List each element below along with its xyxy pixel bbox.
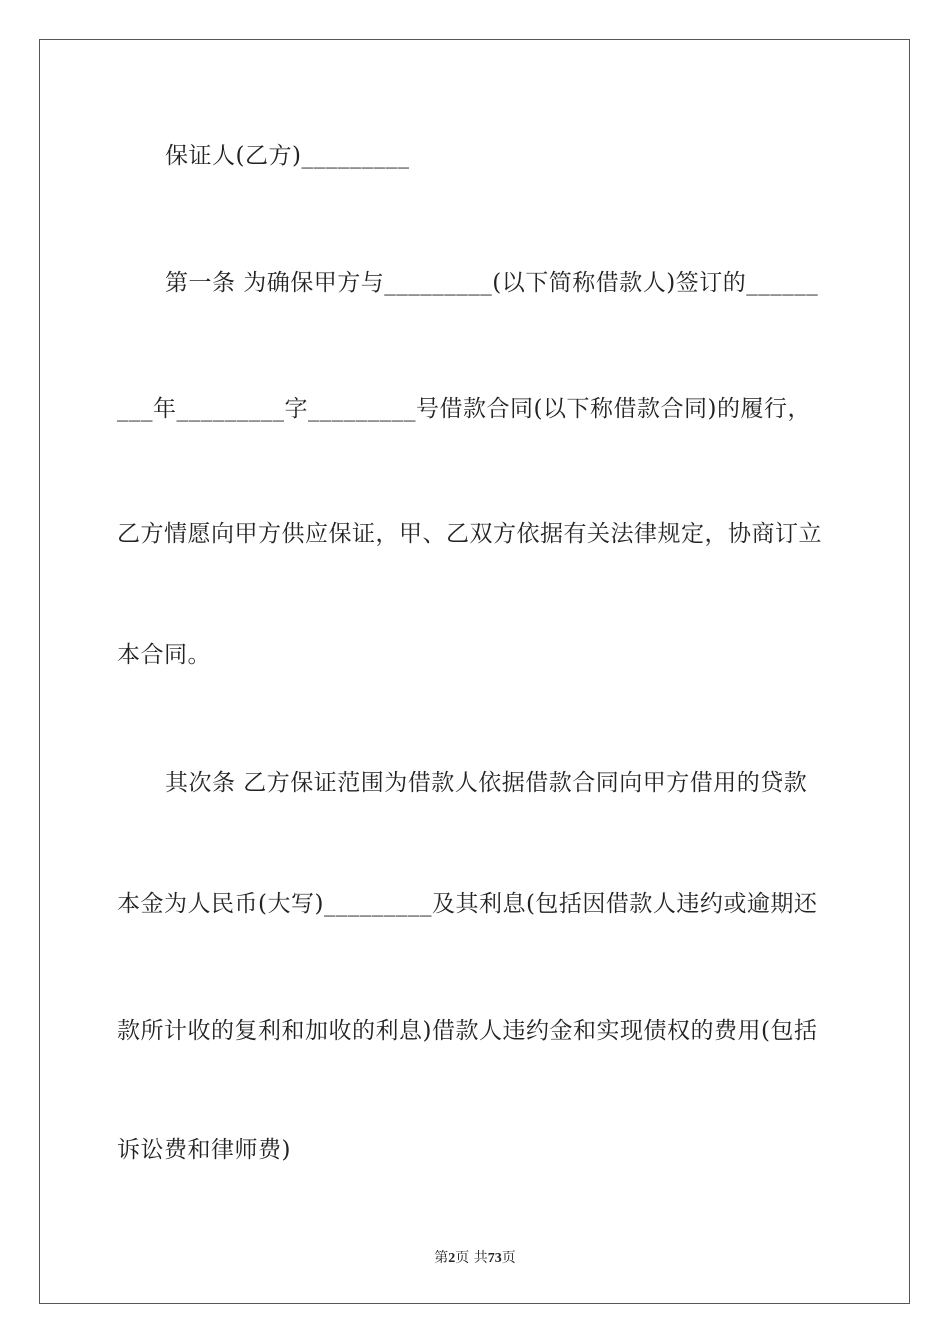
article-2-line-3: 款所计收的复利和加收的利息)借款人违约金和实现债权的费用(包括 [117,1018,818,1044]
footer-suffix: 页 [501,1250,516,1266]
footer-page-number: 2 [448,1251,456,1266]
article-1-line-3: 乙方情愿向甲方供应保证，甲、乙双方依据有关法律规定，协商订立 [117,521,822,547]
page-footer [0,1247,950,1267]
footer-mid: 页 共 [455,1250,488,1266]
article-1-line-2: ___年_________字_________号借款合同(以下称借款合同)的履行， [117,396,811,422]
article-1-line-4: 本合同。 [117,642,211,668]
article-2-line-1: 其次条 乙方保证范围为借款人依据借款合同向甲方借用的贷款 [165,770,808,796]
article-2-line-4: 诉讼费和律师费) [117,1137,291,1163]
article-1-line-1: 第一条 为确保甲方与_________(以下简称借款人)签订的______ [165,270,819,296]
footer-prefix: 第 [434,1250,449,1266]
footer-total-pages: 73 [487,1251,502,1266]
guarantor-line: 保证人(乙方)_________ [165,143,410,169]
page-border [39,39,910,1304]
article-2-line-2: 本金为人民币(大写)_________及其利息(包括因借款人违约或逾期还 [117,891,818,917]
